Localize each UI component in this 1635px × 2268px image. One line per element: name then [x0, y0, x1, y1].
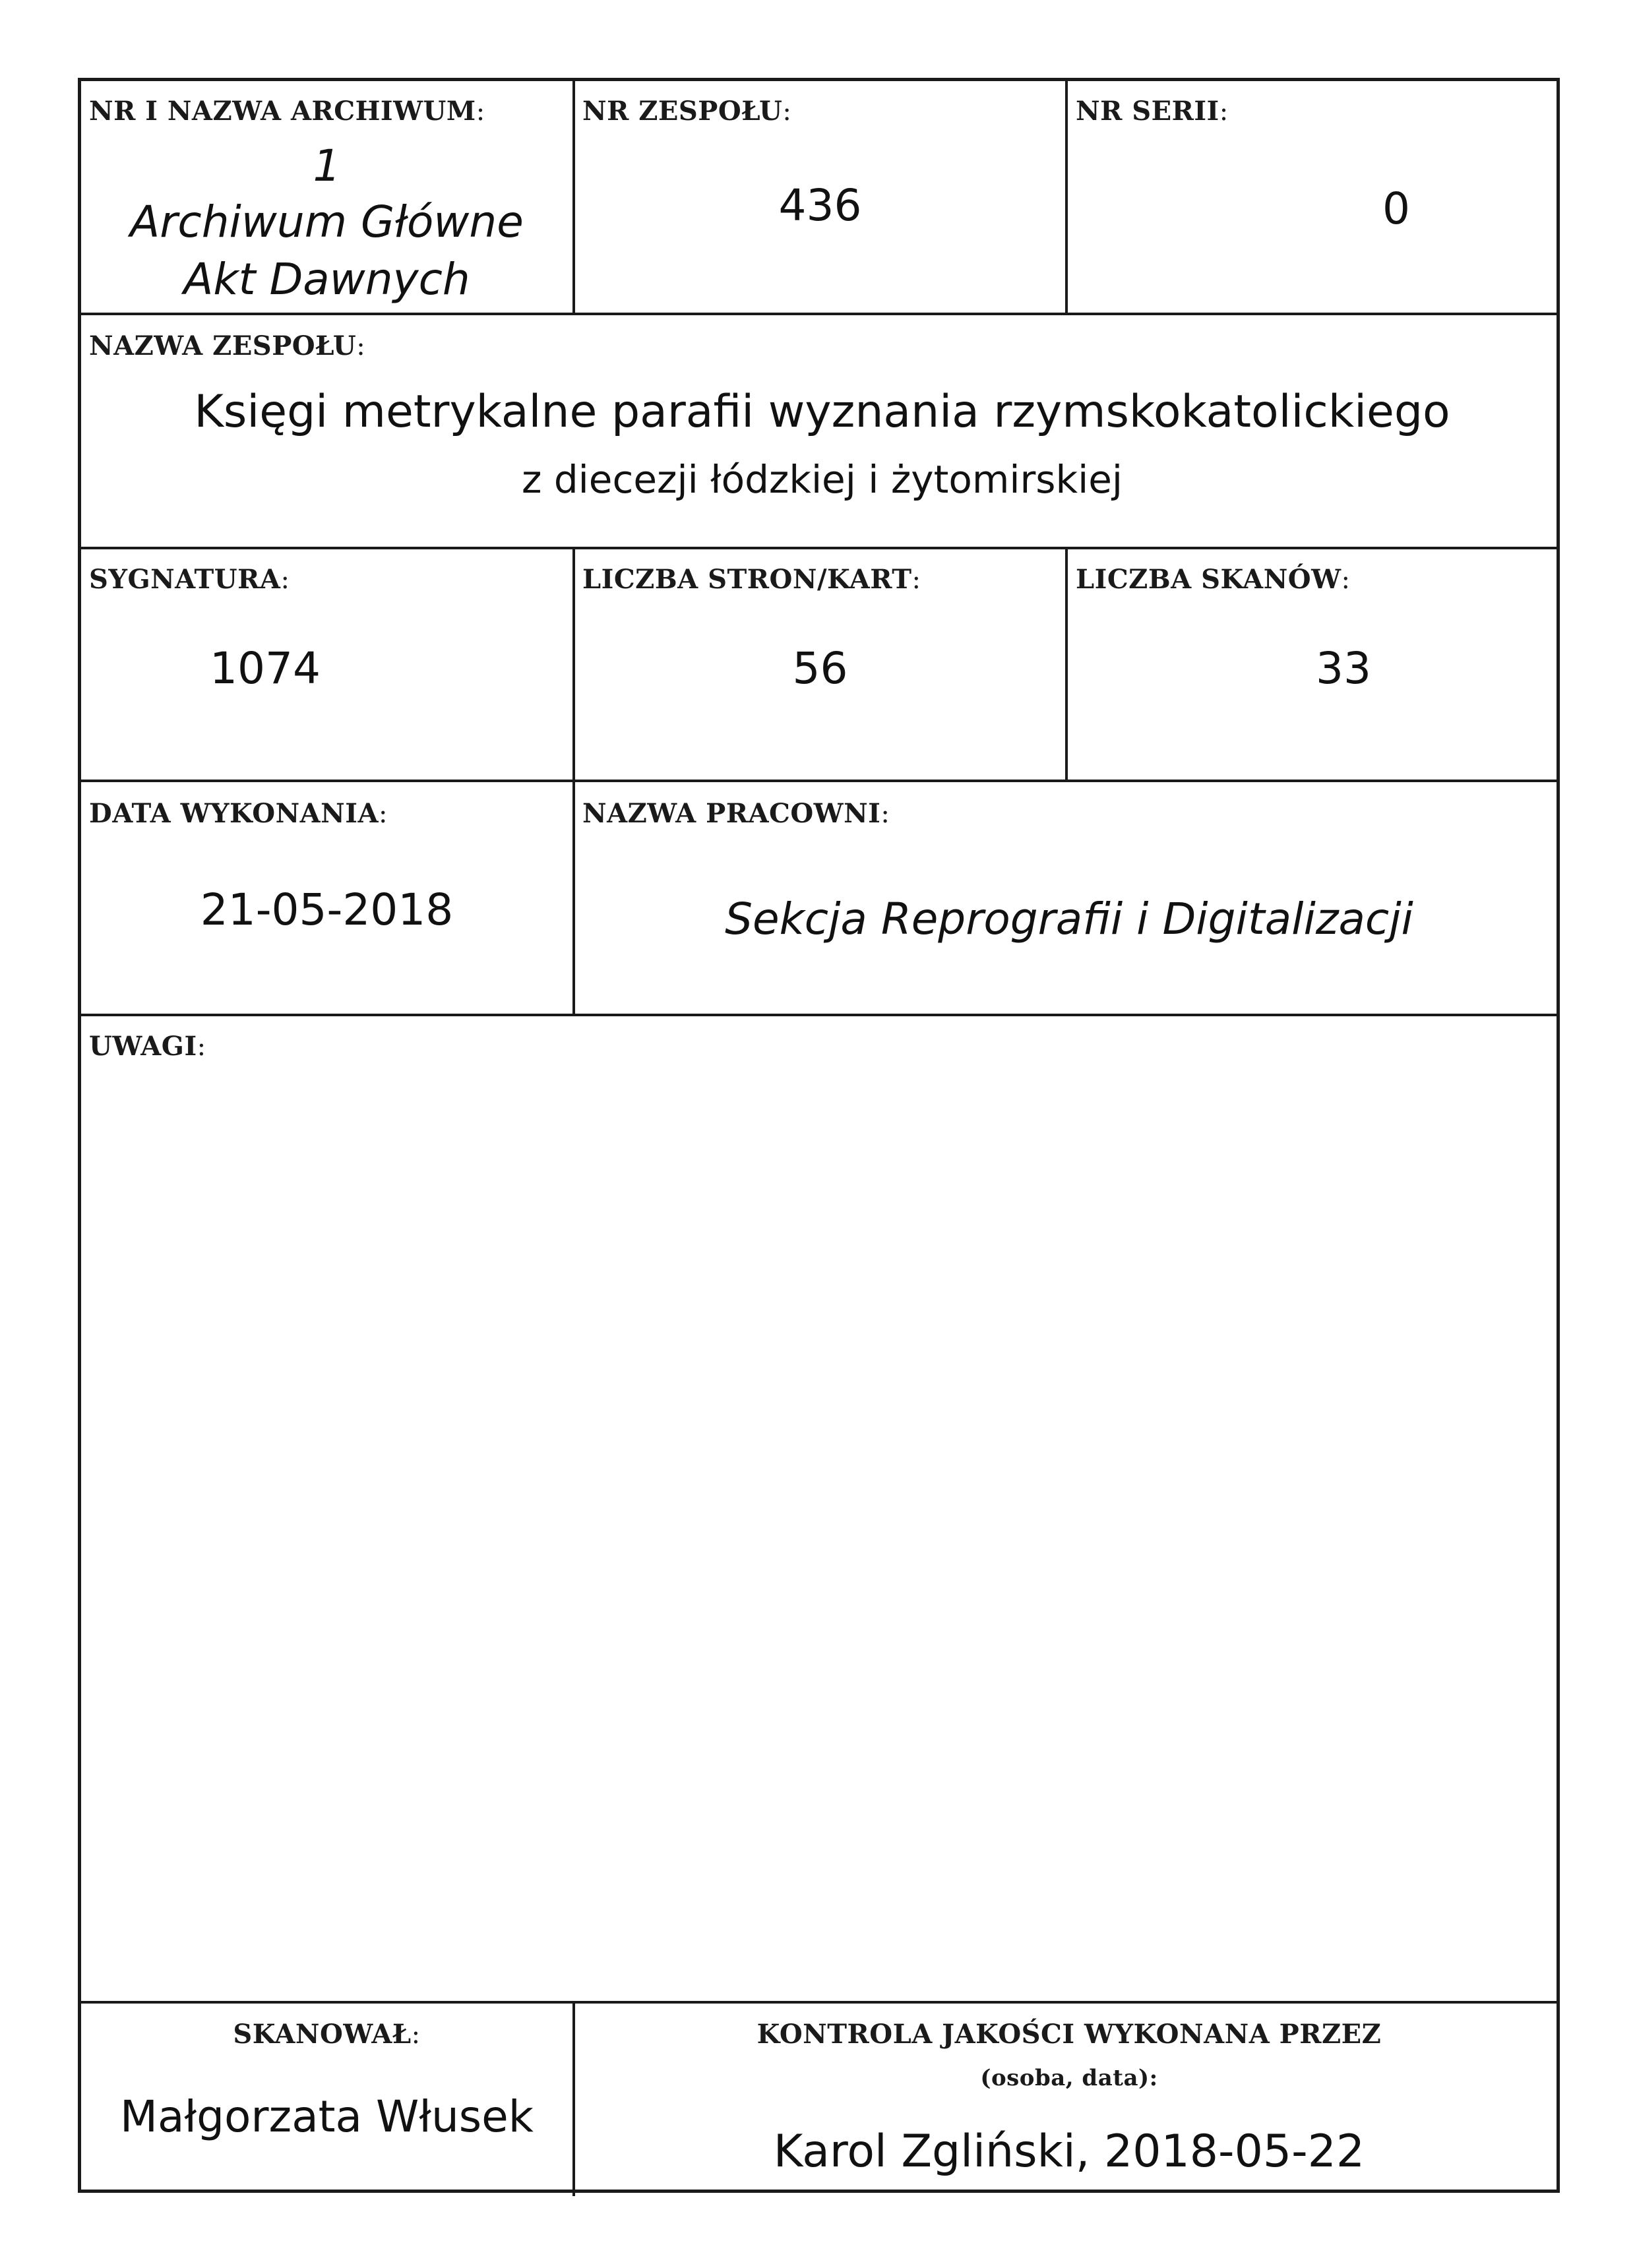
- col-divider-r1b: [1065, 81, 1068, 314]
- col-divider-r3b: [1065, 547, 1068, 781]
- pages-label: LICZBA STRON/KART:: [582, 564, 921, 595]
- archive-name-line2: Akt Dawnych: [183, 254, 470, 305]
- row-divider-5: [81, 2001, 1557, 2004]
- qc-sublabel: (osoba, data):: [980, 2065, 1158, 2091]
- row-divider-4: [81, 1014, 1557, 1016]
- lab-label: NAZWA PRACOWNI:: [582, 798, 890, 829]
- fond-number-label: NR ZESPOŁU:: [582, 96, 792, 127]
- series-label: NR SERII:: [1076, 96, 1229, 127]
- signature-label: SYGNATURA:: [89, 564, 290, 595]
- scans-label: LICZBA SKANÓW:: [1076, 564, 1351, 595]
- notes-label: UWAGI:: [89, 1031, 206, 1062]
- row-divider-1: [81, 313, 1557, 315]
- scanned-by-label: SKANOWAŁ:: [233, 2019, 421, 2050]
- row-divider-2: [81, 547, 1557, 549]
- scans-value: 33: [1316, 643, 1371, 694]
- fond-number: 436: [778, 180, 862, 231]
- metadata-form: [78, 78, 1560, 2193]
- archive-label: NR I NAZWA ARCHIWUM:: [89, 96, 485, 127]
- date-value: 21-05-2018: [200, 884, 454, 935]
- qc-value: Karol Zgliński, 2018-05-22: [773, 2126, 1365, 2178]
- fond-name-label: NAZWA ZESPOŁU:: [89, 330, 366, 361]
- archive-number: 1: [313, 140, 341, 191]
- row-divider-3: [81, 780, 1557, 782]
- fond-name-line2: z diecezji łódzkiej i żytomirskiej: [521, 457, 1123, 502]
- scanned-by-value: Małgorzata Włusek: [120, 2091, 534, 2142]
- fond-name-line1: Księgi metrykalne parafii wyznania rzymskokatolickiego: [194, 386, 1450, 438]
- lab-name: Sekcja Reprografii i Digitalizacji: [725, 894, 1413, 944]
- archive-name-line1: Archiwum Główne: [130, 197, 524, 247]
- pages-value: 56: [792, 643, 848, 694]
- date-label: DATA WYKONANIA:: [89, 798, 388, 829]
- signature-value: 1074: [210, 643, 321, 694]
- series-number: 0: [1382, 183, 1410, 234]
- qc-label: KONTROLA JAKOŚCI WYKONANA PRZEZ: [756, 2019, 1382, 2050]
